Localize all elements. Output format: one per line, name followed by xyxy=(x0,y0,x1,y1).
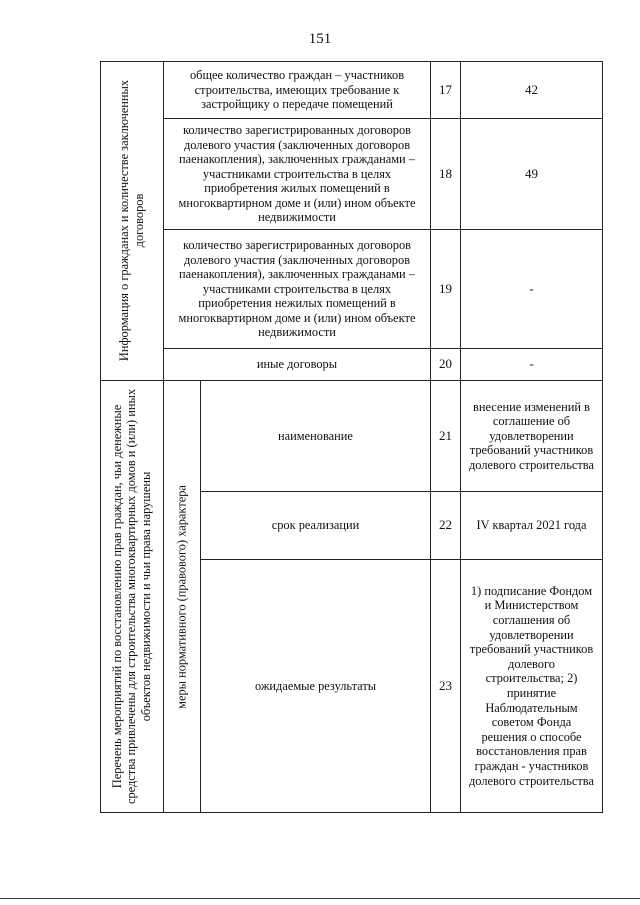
row-20-number: 20 xyxy=(439,356,452,372)
table-right-border xyxy=(602,61,603,813)
row-22-label: срок реализации xyxy=(271,518,360,533)
row-23-number: 23 xyxy=(439,677,452,693)
row-17-label: общее количество граждан – участников строительства, имеющих требование к застройщику о передаче помещений xyxy=(189,68,405,112)
row-18-label: количество зарегистрированных договоров долевого участия (заключенных договоров паенакопления), заключенных гражданами – участниками строительства в целях приобретения жилых помещений в многоквартирном доме и (или) ином объекте недвижимости xyxy=(178,122,416,225)
row-21-number: 21 xyxy=(439,427,452,443)
row-17-value: 42 xyxy=(525,81,538,97)
row-22-value: IV квартал 2021 года xyxy=(476,518,587,533)
row-19-number: 19 xyxy=(439,280,452,296)
row-19-value: - xyxy=(529,280,534,296)
row-18-value: 49 xyxy=(525,165,538,181)
scan-bottom-edge xyxy=(0,898,640,899)
section-a-heading: Информация о гражданах и количестве заключенных договоров xyxy=(117,79,146,362)
column-divider xyxy=(163,380,164,813)
row-23-label: ожидаемые результаты xyxy=(254,678,377,693)
row-21-label: наименование xyxy=(278,428,353,443)
row-19-label: количество зарегистрированных договоров долевого участия (заключенных договоров паенакопления), заключенных гражданами – участниками строительства в целях приобретения нежилых помещений в многоквартирном доме и (или) ином объекте недвижимости xyxy=(178,237,416,340)
row-22-number: 22 xyxy=(439,517,452,533)
row-20-value: - xyxy=(529,356,534,372)
row-17-number: 17 xyxy=(439,81,452,97)
row-18-number: 18 xyxy=(439,165,452,181)
page-number: 151 xyxy=(308,31,332,47)
row-20-label: иные договоры xyxy=(256,357,338,372)
row-21-value: внесение изменений в соглашение об удовлетворении требований участников долевого строительства xyxy=(469,399,594,472)
row-23-value: 1) подписание Фондом и Министерством соглашения об удовлетворении требований участников долевого строительства; 2) принятие Наблюдательным советом Фонда решения о способе восстановления прав граждан - участников долевого строительства xyxy=(469,583,594,788)
section-b-heading: Перечень мероприятий по восстановлению прав граждан, чьи денежные средства привлечены для строительства многоквартирных домов и (или) иных объектов недвижимости и чьи права нарушены xyxy=(110,388,153,805)
section-b-subheading: меры нормативного (правового) характера xyxy=(174,485,189,709)
